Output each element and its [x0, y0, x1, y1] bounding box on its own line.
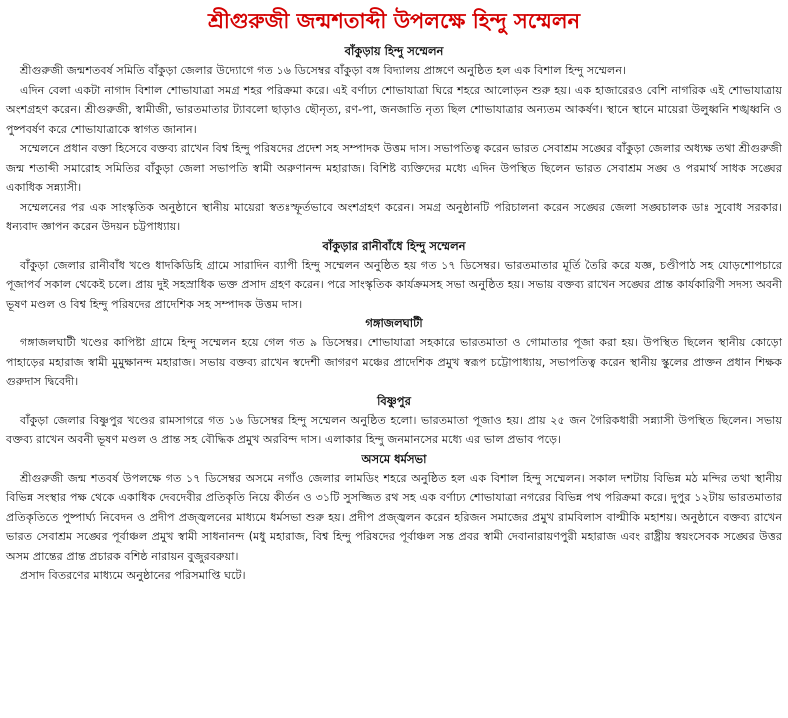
section-heading: বাঁকুড়ায় হিন্দু সম্মেলন [344, 44, 444, 58]
section-assam [6, 450, 782, 586]
section-heading: অসমে ধর্মসভা [361, 451, 427, 466]
paragraph: এদিন বেলা একটা নাগাদ বিশাল শোভাযাত্রা সমগ্র শহর পরিক্রমা করে। এই বর্ণাঢ্য শোভাযাত্রা ঘিরে শহরে আলোড়ন শুরু হয়। এক হাজারেরও বেশি নাগরিক এই শোভাযাত্রায় অংশগ্রহণ করেন। শ্রীগুরুজী, স্বামীজী, ভারতমাতার ট্যাবলো ছাড়াও ছৌনৃত্য, রণ-পা, জনজাতি নৃত্য ছিল শোভাযাত্রার অন্যতম আকর্ষণ। স্থানে স্থানে মায়েরা উলুধ্বনি শঙ্খধ্বনি ও পুষ্পবর্ষণ করে শোভাযাত্রাকে স্বাগত জানান। [6, 83, 782, 136]
section-gangajalghati [6, 314, 782, 392]
section-ranibandh [6, 237, 782, 315]
paragraph: বাঁকুড়া জেলার বিষ্ণুপুর খণ্ডের রামসাগরে গত ১৬ ডিসেম্বর হিন্দু সম্মেলন অনুষ্ঠিত হলো। ভারতমাতা পূজাও হয়। প্রায় ২৫ জন গৈরিকধারী সন্ন্যাসী উপস্থিত ছিলেন। সভায় বক্তব্য রাখেন অবনী ভূষণ মণ্ডল ও প্রান্ত সহ বৌদ্ধিক প্রমুখ অরবিন্দ দাস। এলাকার হিন্দু জনমানসের মধ্যে এর ভাল প্রভাব পড়ে। [6, 413, 782, 446]
section-bishnupur [6, 392, 782, 450]
paragraph: গঙ্গাজলঘাটী খণ্ডের কাপিষ্টা গ্রামে হিন্দু সম্মেলন হয়ে গেল গত ৯ ডিসেম্বর। শোভাযাত্রা সহকারে ভারতমাতা ও গোমাতার পূজা করা হয়। উপস্থিত ছিলেন স্থানীয় কোড়ো পাহাড়ের মহারাজ স্বামী মুমুক্ষানন্দ মহারাজ। সভায় বক্তব্য রাখেন স্বদেশী জাগরণ মঞ্চের প্রাদেশিক প্রমুখ স্বরূপ চট্টোপাধ্যায়, সভাপতিত্ব করেন স্থানীয় স্কুলের প্রাক্তন প্রধান শিক্ষক গুরুদাস দ্বিবেদী। [6, 336, 782, 388]
section-heading: বিষ্ণুপুর [377, 393, 411, 408]
paragraph: শ্রীগুরুজী জন্মশতবর্ষ সমিতি বাঁকুড়া জেলার উদ্যোগে গত ১৬ ডিসেম্বর বাঁকুড়া বঙ্গ বিদ্যালয় প্রাঙ্গণে অনুষ্ঠিত হল এক বিশাল হিন্দু সম্মেলন। [20, 64, 627, 77]
paragraph: প্রসাদ বিতরণের মাধ্যমে অনুষ্ঠানের পরিসমাপ্তি ঘটে। [20, 569, 246, 582]
paragraph: সম্মেলনের পর এক সাংস্কৃতিক অনুষ্ঠানে স্থানীয় মায়েরা স্বতঃস্ফূর্তভাবে অংশগ্রহণ করেন। সমগ্র অনুষ্ঠানটি পরিচালনা করেন সঙ্ঘের জেলা সঙ্ঘচালক ডাঃ সুবোধ সরকার। ধন্যবাদ জ্ঞাপন করেন উদয়ন চট্টপাধ্যায়। [6, 200, 782, 233]
section-heading: বাঁকুড়ার রানীবাঁধে হিন্দু সম্মেলন [322, 238, 466, 253]
section-heading: গঙ্গাজলঘাটী [365, 316, 423, 330]
paragraph: শ্রীগুরুজী জন্ম শতবর্ষ উপলক্ষে গত ১৭ ডিসেম্বর অসমে নগাঁও জেলার লামডিং শহরে অনুষ্ঠিত হল এক বিশাল হিন্দু সম্মেলন। সকাল দশটায় বিভিন্ন মঠ মন্দির তথা স্থানীয় বিভিন্ন সংস্থার পক্ষ থেকে একাধিক দেবদেবীর প্রতিকৃতি নিয়ে কীর্তন ও ৩১টি সুসজ্জিত রথ সহ এক বর্ণাঢ্য শোভাযাত্রা নগরের বিভিন্ন পথ পরিক্রমা করে। দুপুর ১২টায় ভারতমাতার প্রতিকৃতিতে পুষ্পার্ঘ্য নিবেদন ও প্রদীপ প্রজ্জ্বলনের মাধ্যমে ধর্মসভা শুরু হয়। প্রদীপ প্রজ্জ্বলন করেন হরিজন সমাজের প্রমুখ রামবিলাস বাল্মীকি মহাশয়। অনুষ্ঠানে বক্তব্য রাখেন ভারত সেবাশ্রম সঙ্ঘের পূর্বাঞ্চল প্রমুখ স্বামী সাধনানন্দ (মধু মহারাজ, বিশ্ব হিন্দু পরিষদের পূর্বাঞ্চল সন্ত প্রবর স্বামী দেবানারায়ণপুরী মহারাজ এবং রাষ্ট্রীয় স্বয়ংসেবক সঙ্ঘের উত্তর অসম প্রান্তের প্রান্ত প্রচারক বশিষ্ঠ নারায়ন বুজুরবরুয়া। [6, 471, 782, 563]
section-bankura [6, 42, 782, 237]
paragraph: সম্মেলনে প্রধান বক্তা হিসেবে বক্তব্য রাখেন বিশ্ব হিন্দু পরিষদের প্রদেশ সহ সম্পাদক উত্তম দাস। সভাপতিত্ব করেন ভারত সেবাশ্রম সঙ্ঘের বাঁকুড়া জেলার অধ্যক্ষ তথা শ্রীগুরুজী জন্ম শতাব্দী সমারোহ সমিতির বাঁকুড়া জেলা সভাপতি স্বামী অরুণানন্দ মহারাজ। বিশিষ্ট ব্যক্তিদের মধ্যে এদিন উপস্থিত ছিলেন ভারত সেবাশ্রম সঙ্ঘ ও পরমার্থ সাধক সঙ্ঘের একাধিক সন্ন্যাসী। [6, 142, 782, 194]
page-title: শ্রীগুরুজী জন্মশতাব্দী উপলক্ষে হিন্দু সম্মেলন [207, 9, 581, 33]
paragraph: বাঁকুড়া জেলার রানীবাঁধ খণ্ডে ধাদকিডিহি গ্রামে সারাদিন ব্যাপী হিন্দু সম্মেলন অনুষ্ঠিত হয় গত ১৭ ডিসেম্বর। ভারতমাতার মূর্তি তৈরি করে যজ্ঞ, চণ্ডীপাঠ সহ যোড়শোপচারে পূজাপর্ব সকাল থেকেই চলে। প্রায় দুই সহস্রাধিক ভক্ত প্রসাদ গ্রহণ করেন। পরে সাংস্কৃতিক কার্যক্রমসহ সভা অনুষ্ঠিত হয়। সভায় বক্তব্য রাখেন সঙ্ঘের প্রান্ত কার্যকারিণী সদস্য অবনী ভূষণ মণ্ডল ও বিশ্ব হিন্দু পরিষদের প্রাদেশিক সহ সম্পাদক উত্তম দাস। [6, 258, 782, 311]
